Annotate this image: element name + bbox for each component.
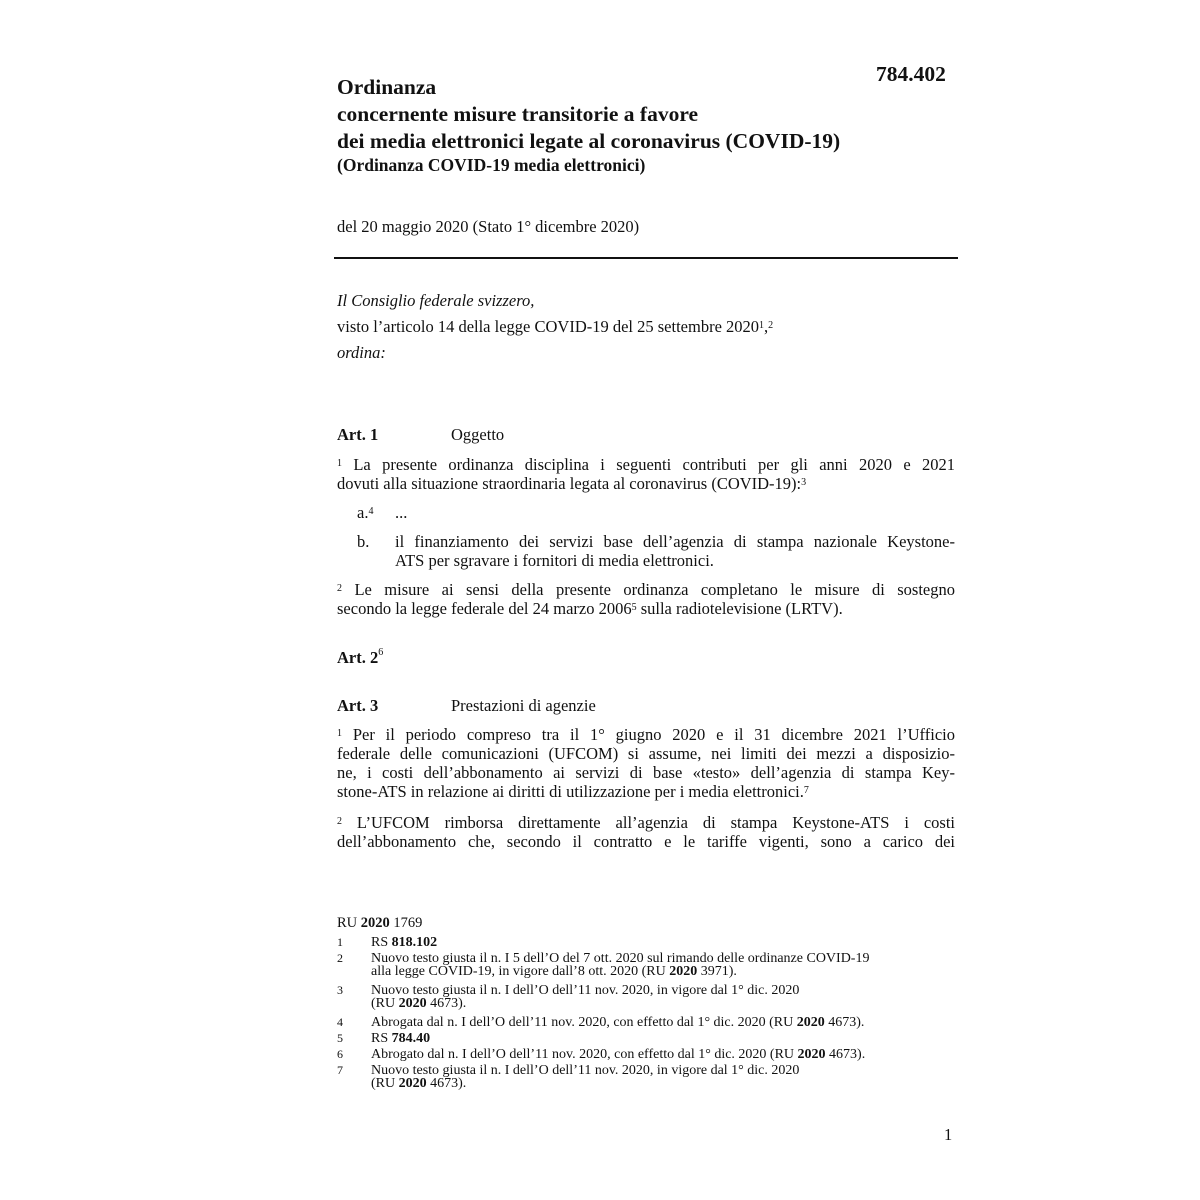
- art3-paragraph-1: [337, 725, 955, 801]
- footnote-ref-3[interactable]: 3: [801, 477, 807, 488]
- footnote-number: 2: [337, 951, 343, 965]
- fn2-line2a: alla legge COVID-19, in vigore dall’8 ott. 2020 (RU: [371, 964, 670, 979]
- fn7-line2a: (RU: [371, 1076, 399, 1091]
- preamble-basis: [337, 314, 773, 340]
- title-line-3: dei media elettronici legate al coronavirus (COVID-19): [337, 129, 841, 153]
- art3-p1-line1: [337, 725, 955, 744]
- art3-heading: [337, 696, 596, 716]
- art2-number: Art. 2: [337, 648, 379, 667]
- art2-heading: [337, 648, 383, 668]
- art1-paragraph-2: [337, 580, 955, 618]
- fn4-text: Abrogata dal n. I dell’O dell’11 nov. 2020, con effetto dal 1° dic. 2020 (RU: [371, 1015, 797, 1030]
- fn7-line1: Nuovo testo giusta il n. I dell’O dell’11 nov. 2020, in vigore dal 1° dic. 2020: [371, 1063, 800, 1078]
- footnote-ref-2[interactable]: 2: [768, 320, 774, 331]
- ru-page: 1769: [389, 915, 423, 931]
- fn1-rs: 818.102: [391, 935, 438, 950]
- footnote-4: [337, 1016, 957, 1029]
- fn2-line2b: 3971).: [697, 964, 737, 979]
- footnote-number: 1: [337, 935, 343, 949]
- fn3-line1: Nuovo testo giusta il n. I dell’O dell’11 nov. 2020, in vigore dal 1° dic. 2020: [371, 983, 800, 998]
- art3-number: Art. 3: [337, 696, 379, 715]
- item-b-text: [395, 532, 955, 570]
- fn7-line2b: 4673).: [426, 1076, 467, 1091]
- footnote-ref-7[interactable]: 7: [803, 785, 809, 796]
- footnote-1: [337, 936, 957, 949]
- footnote-ref-5[interactable]: 5: [631, 602, 637, 613]
- art3-paragraph-2: [337, 813, 955, 851]
- item-b-line2: ATS per sgravare i fornitori di media elettronici.: [395, 551, 714, 570]
- fn2-year: 2020: [669, 964, 698, 979]
- art1-p1-line2-text: dovuti alla situazione straordinaria legata al coronavirus (COVID-19):: [337, 474, 802, 493]
- ru-prefix: RU: [337, 915, 361, 931]
- footnote-number: 5: [337, 1031, 343, 1045]
- art3-p2-line1: [337, 813, 955, 832]
- item-a-label: [357, 503, 373, 522]
- art1-number: Art. 1: [337, 425, 379, 444]
- fn6-year: 2020: [797, 1047, 826, 1062]
- fn3-line2b: 4673).: [426, 996, 467, 1011]
- art1-p1-line2: [337, 474, 955, 493]
- footnote-2: [337, 952, 957, 978]
- sr-number: 784.402: [876, 62, 946, 86]
- art1-item-b: [357, 532, 955, 570]
- art1-p2-line1-text: Le misure ai sensi della presente ordinanza completano le misure di sostegno: [342, 580, 955, 599]
- ru-year: 2020: [360, 915, 390, 931]
- art3-p1-line1-text: Per il periodo compreso tra il 1° giugno 2020 e il 31 dicembre 2021 l’Ufficio: [342, 725, 955, 744]
- art1-heading: [337, 425, 504, 445]
- art1-p2-line2: [337, 599, 955, 618]
- header-divider: [334, 257, 958, 259]
- document-title: [337, 74, 840, 155]
- footnote-7: [337, 1064, 957, 1090]
- preamble-authority: Il Consiglio federale svizzero,: [337, 291, 535, 310]
- preamble-decree: ordina:: [337, 343, 386, 362]
- art3-p1-line4: [337, 782, 955, 801]
- footnote-number: 7: [337, 1063, 343, 1077]
- paragraph-mark: 2: [337, 583, 342, 594]
- fn4-tail: 4673).: [824, 1015, 865, 1030]
- art1-p2-line1: [337, 580, 955, 599]
- fn7-year: 2020: [398, 1076, 427, 1091]
- paragraph-mark: 2: [337, 816, 342, 827]
- art1-p2-line2a: secondo la legge federale del 24 marzo 2006: [337, 599, 632, 618]
- footnote-number: 4: [337, 1015, 343, 1029]
- ru-reference: [337, 915, 422, 932]
- short-title: (Ordinanza COVID-19 media elettronici): [337, 155, 646, 175]
- footnote-ref-6[interactable]: 6: [378, 647, 384, 658]
- footnote-ref-1[interactable]: 1: [759, 320, 765, 331]
- art3-p2-line1-text: L’UFCOM rimborsa direttamente all’agenzia di stampa Keystone-ATS i costi: [342, 813, 955, 832]
- preamble-basis-text: visto l’articolo 14 della legge COVID-19 del 25 settembre 2020: [337, 317, 760, 336]
- date-line: del 20 maggio 2020 (Stato 1° dicembre 2020): [337, 217, 640, 236]
- art3-title: Prestazioni di agenzie: [451, 696, 596, 715]
- item-b-line1: il finanziamento dei servizi base dell’agenzia di stampa nazionale Keystone-: [395, 532, 955, 551]
- paragraph-mark: 1: [337, 458, 342, 469]
- page-number: 1: [944, 1125, 953, 1144]
- item-a-letter: a.: [357, 503, 369, 522]
- art1-p1-line1-text: La presente ordinanza disciplina i seguenti contributi per gli anni 2020 e 2021: [342, 455, 955, 474]
- footnote-ref-4[interactable]: 4: [368, 506, 374, 517]
- footnote-6: [337, 1048, 957, 1061]
- art3-p1-line4-text: stone-ATS in relazione ai diritti di utilizzazione per i media elettronici.: [337, 782, 804, 801]
- art1-title: Oggetto: [451, 425, 505, 444]
- art3-p2-line2: dell’abbonamento che, secondo il contratto e le tariffe vigenti, sono a carico dei: [337, 832, 955, 851]
- title-line-1: Ordinanza: [337, 75, 437, 99]
- fn5-rs: 784.40: [391, 1031, 431, 1046]
- art1-paragraph-1: [337, 455, 955, 493]
- fn3-year: 2020: [398, 996, 427, 1011]
- footnote-number: 6: [337, 1047, 343, 1061]
- fn6-tail: 4673).: [825, 1047, 866, 1062]
- art1-item-a: [357, 503, 955, 522]
- paragraph-mark: 1: [337, 728, 342, 739]
- fn4-year: 2020: [796, 1015, 825, 1030]
- art3-p1-line2: federale delle comunicazioni (UFCOM) si assume, nei limiti dei mezzi a disposizio-: [337, 744, 955, 763]
- footnote-5: [337, 1032, 957, 1045]
- item-b-label: b.: [357, 532, 370, 551]
- art3-p1-line3: ne, i costi dell’abbonamento ai servizi di base «testo» dell’agenzia di stampa Key-: [337, 763, 955, 782]
- footnote-number: 3: [337, 983, 343, 997]
- footnote-3: [337, 984, 957, 1010]
- art1-p1-line1: [337, 455, 955, 474]
- fn2-line1: Nuovo testo giusta il n. I 5 dell’O del 7 ott. 2020 sul rimando delle ordinanze COVID-19: [371, 951, 870, 966]
- title-line-2: concernente misure transitorie a favore: [337, 102, 699, 126]
- preamble-sep: ,: [764, 317, 769, 336]
- fn6-text: Abrogato dal n. I dell’O dell’11 nov. 2020, con effetto dal 1° dic. 2020 (RU: [371, 1047, 798, 1062]
- fn3-line2a: (RU: [371, 996, 399, 1011]
- item-a-text: ...: [395, 503, 408, 522]
- fn5-text: RS: [371, 1031, 392, 1046]
- art1-p2-line2b: sulla radiotelevisione (LRTV).: [636, 599, 843, 618]
- fn1-text: RS: [371, 935, 392, 950]
- preamble: [337, 288, 773, 366]
